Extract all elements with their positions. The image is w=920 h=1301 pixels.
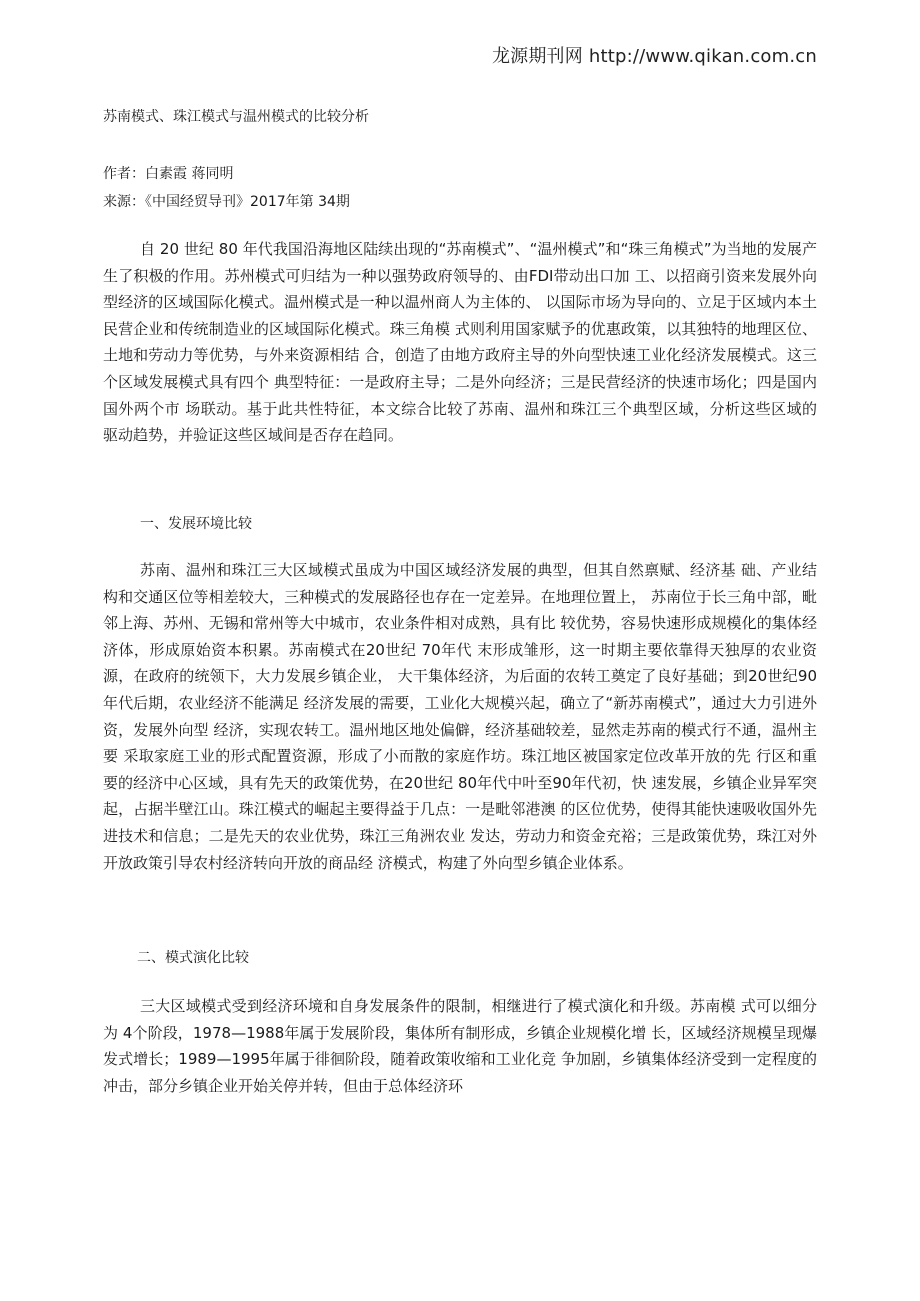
section-heading-2: 二、模式演化比较 (137, 950, 249, 966)
section-heading-1: 一、发展环境比较 (140, 516, 252, 532)
article-author: 作者：白素霞 蒋同明 (103, 166, 234, 182)
article-title: 苏南模式、珠江模式与温州模式的比较分析 (103, 109, 369, 125)
paragraph-section-1: 苏南、温州和珠江三大区域模式虽成为中国区域经济发展的典型，但其自然禀赋、经济基 础、产业结构和交通区位等相差较大，三种模式的发展路径也存在一定差异。在地理位置上， 苏南位于长三角中部，毗邻上海、苏州、无锡和常州等大中城市，农业条件相对成熟，具有比 较优势，容易快速形成规模化的集体经济体，形成原始资本积累。苏南模式在20世纪 70年代 末形成雏形，这一时期主要依靠得天独厚的农业资源，在政府的统领下，大力发展乡镇企业， 大干集体经济，为后面的农转工奠定了良好基础；到20世纪90年代后期，农业经济不能满足 经济发展的需要，工业化大规模兴起，确立了“新苏南模式”，通过大力引进外资，发展外向型 经济，实现农转工。温州地区地处偏僻，经济基础较差，显然走苏南的模式行不通，温州主要 采取家庭工业的形式配置资源，形成了小而散的家庭作坊。珠江地区被国家定位改革开放的先 行区和重要的经济中心区域，具有先天的政策优势，在20世纪 80年代中叶至90年代初，快 速发展，乡镇企业异军突起，占据半壁江山。珠江模式的崛起主要得益于几点：一是毗邻港澳 的区位优势，使得其能快速吸收国外先进技术和信息；二是先天的农业优势，珠江三角洲农业 发达，劳动力和资金充裕；三是政策优势，珠江对外开放政策引导农村经济转向开放的商品经 济模式，构建了外向型乡镇企业体系。 (103, 561, 817, 872)
site-header: 龙源期刊网 http://www.qikan.com.cn (491, 46, 817, 67)
article-source: 来源：《中国经贸导刊》2017年第 34期 (103, 194, 350, 210)
paragraph-intro: 自 20 世纪 80 年代我国沿海地区陆续出现的“苏南模式”、“温州模式”和“珠三角模式”为当地的发展产生了积极的作用。苏州模式可归结为一种以强势政府领导的、由FDI带动出口加 工、以招商引资来发展外向型经济的区域国际化模式。温州模式是一种以温州商人为主体的、 以国际市场为导向的、立足于区域内本土民营企业和传统制造业的区域国际化模式。珠三角模 式则利用国家赋予的优惠政策，以其独特的地理区位、土地和劳动力等优势，与外来资源相结 合，创造了由地方政府主导的外向型快速工业化经济发展模式。这三个区域发展模式具有四个 典型特征：一是政府主导；二是外向经济；三是民营经济的快速市场化；四是国内国外两个市 场联动。基于此共性特征，本文综合比较了苏南、温州和珠江三个典型区域，分析这些区域的 驱动趋势，并验证这些区域间是否存在趋同。 (103, 240, 817, 445)
paragraph-section-2: 三大区域模式受到经济环境和自身发展条件的限制，相继进行了模式演化和升级。苏南模 式可以细分为 4个阶段，1978—1988年属于发展阶段，集体所有制形成，乡镇企业规模化增 长，区域经济规模呈现爆发式增长；1989—1995年属于徘徊阶段，随着政策收缩和工业化竞 争加剧，乡镇集体经济受到一定程度的冲击，部分乡镇企业开始关停并转，但由于总体经济环 (103, 997, 817, 1095)
